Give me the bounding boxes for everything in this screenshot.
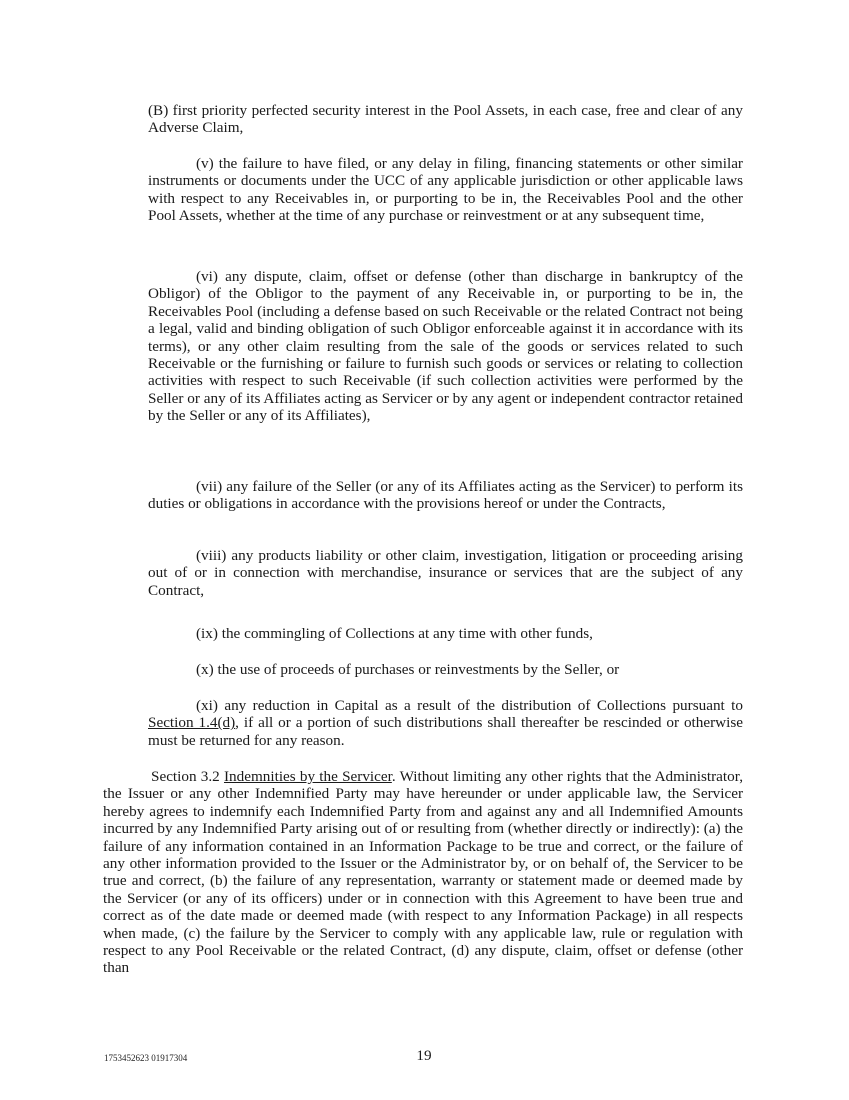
paragraph-vii-text: (vii) any failure of the Seller (or any of its Affiliates acting as the Servicer) to perform its duties or obligations in accordance with the provisions hereof or under the Contracts, [148, 478, 743, 513]
paragraph-b [148, 102, 743, 137]
paragraph-vi [148, 268, 743, 425]
section-heading: Indemnities by the Servicer [223, 768, 392, 785]
section-reference-link[interactable]: Section 1.4(d) [148, 714, 236, 732]
paragraph-vi-text: (vi) any dispute, claim, offset or defense (other than discharge in bankruptcy of the Obligor) of the Obligor to the payment of any Receivable in, or purporting to be in, the Receivables Pool (including a defense based on such Receivable or the related Contract not being a legal, valid and binding obligation of such Obligor enforceable against it in accordance with its terms), or any other claim resulting from the sale of the goods or services related to such Receivable or the furnishing or failure to furnish such goods or services or relating to collection activities with respect to such Receivable (if such collection activities were performed by the Seller or any of its Affiliates acting as Servicer or by any agent or independent contractor retained by the Seller or any of its Affiliates), [148, 268, 743, 425]
section-number: Section 3.2 [151, 768, 224, 785]
document-id: 1753452623 01917304 [104, 1053, 188, 1063]
paragraph-x-text: (x) the use of proceeds of purchases or reinvestments by the Seller, or [196, 661, 620, 678]
paragraph-v-text: (v) the failure to have filed, or any delay in filing, financing statements or other similar instruments or documents under the UCC of any applicable jurisdiction or other applicable laws with respect to any Receivables in, or purporting to be in, the Receivables Pool and the other Pool Assets, whether at the time of any purchase or reinvestment or at any subsequent time, [148, 155, 743, 225]
paragraph-v [148, 155, 743, 225]
paragraph-xi-text-after: , if all or a portion of such distributions shall thereafter be rescinded or otherwise must be returned for any reason. [148, 714, 744, 749]
paragraph-xi-text-before: (xi) any reduction in Capital as a result of the distribution of Collections pursuant to [196, 697, 743, 714]
paragraph-vii [148, 478, 743, 513]
paragraph-viii-text: (viii) any products liability or other claim, investigation, litigation or proceeding arising out of or in connection with merchandise, insurance or services that are the subject of any Contract, [148, 547, 743, 599]
page-number: 19 [416, 1047, 432, 1064]
paragraph-ix-text: (ix) the commingling of Collections at any time with other funds, [196, 625, 593, 642]
paragraph-xi [148, 697, 743, 749]
paragraph-x [148, 661, 743, 678]
section-3-2-text: . Without limiting any other rights that the Administrator, the Issuer or any other Indemnified Party may have hereunder or under applicable law, the Servicer hereby agrees to indemnify each Indemnified Party from and against any and all Indemnified Amounts incurred by any Indemnified Party arising out of or resulting from (whether directly or indirectly): (a) the failure of any information contained in an Information Package to be true and correct, or the failure of any other information provided to the Issuer or the Administrator by, or on behalf of, the Servicer to be true and correct, (b) the failure of any representation, warranty or statement made or deemed made by the Servicer (or any of its officers) under or in connection with this Agreement to have been true and correct as of the date made or deemed made (with respect to any Information Package) in all respects when made, (c) the failure by the Servicer to comply with any applicable law, rule or regulation with respect to any Pool Receivable or the related Contract, (d) any dispute, claim, offset or defense (other than [103, 768, 743, 977]
paragraph-b-text: (B) first priority perfected security interest in the Pool Assets, in each case, free and clear of any Adverse Claim, [148, 102, 743, 137]
paragraph-ix [148, 625, 743, 642]
section-3-2-paragraph [103, 768, 743, 977]
paragraph-viii [148, 547, 743, 599]
